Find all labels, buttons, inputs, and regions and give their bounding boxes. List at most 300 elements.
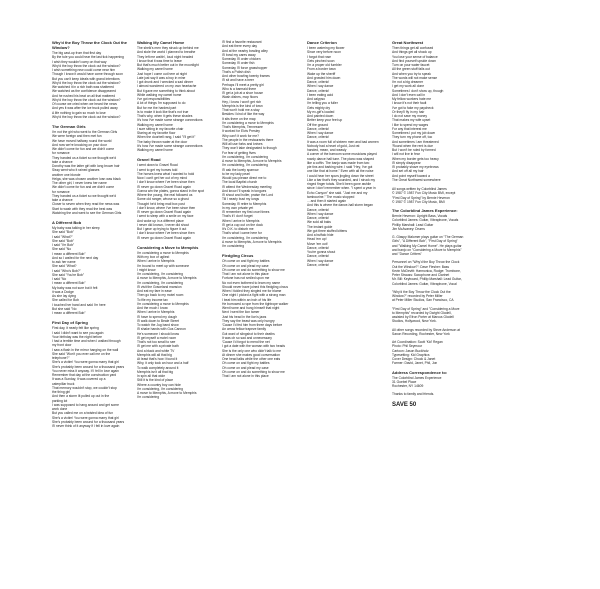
lyric-line: for romance — [52, 151, 70, 156]
lyric-line: When the doorbell rang, I said "I'll get it" — [137, 135, 196, 140]
song-block — [52, 220, 131, 315]
lyric-line: To watch the Jug band show — [137, 323, 179, 327]
credits-heading: The Colorblind James Experience: — [392, 208, 458, 213]
lyric-line: We didn't come for fun and we didn't come — [52, 147, 115, 151]
lyric-line: When my border gets too heavy — [392, 156, 439, 161]
lyric-line: Of course we cried when we heard the news — [52, 102, 117, 106]
lyric-line: Someday I'll order chicken — [222, 57, 261, 61]
lyric-line: It was a Sunday, it was covered up a — [52, 377, 106, 382]
lyric-line: It worked for Elvis Presley — [222, 129, 260, 134]
song-block — [392, 40, 474, 182]
lyric-line: One head talks while the other one eats — [222, 357, 281, 361]
catalog-code: SAVE 50 — [392, 401, 417, 408]
lyric-line: And eat there every day — [222, 44, 258, 49]
lyric-line: I'm considering, I'm considering — [137, 280, 183, 285]
song-block — [307, 40, 386, 267]
lyric-line: I almost wondered on my own heartache — [137, 84, 197, 89]
lyric-line: I wish something new could come near him — [52, 68, 116, 72]
lyric-line: take a chance — [52, 159, 73, 164]
lyric-line: When I say dance — [307, 131, 334, 135]
lyric-line: And yes it was after the ice truck pulled away — [52, 106, 118, 111]
lyric-line: pie tins and barking wire. I said "Hey, I've got — [307, 165, 373, 169]
song-block — [52, 320, 131, 428]
lyric-line: It sits there on the map — [222, 116, 256, 121]
lyric-line: ringed finger totals. She'd been gone awhile — [307, 182, 372, 186]
lyric-line: And set off all my hair — [392, 169, 424, 174]
lyric-line: Fortune has not smiled upon me — [222, 276, 270, 281]
lyric-line: I mean a different Bob" — [52, 251, 86, 256]
lyric-line: Memphis isn't all that big — [137, 369, 173, 374]
credits-paragraph — [392, 392, 474, 396]
lyric-line: One night I picked a fight with a strong man — [222, 293, 286, 298]
lyric-line: Would you please direct me to — [222, 176, 267, 180]
lyric-column — [52, 40, 131, 581]
lyric-line: I mean a different Bob" — [52, 311, 86, 315]
lyric-line: I'll sit and have a beer — [222, 78, 254, 83]
lyric-line: Head 'em up! — [307, 237, 327, 242]
lyric-line: At dinner she makes good conversation — [222, 352, 280, 357]
lyric-line: Better keep your feet up — [307, 118, 343, 123]
lyric-line: Wash dishes, mop floors — [222, 95, 258, 100]
lyric-line: I'll get me with a private bath — [137, 344, 179, 349]
lyric-line: Since very before noon — [307, 50, 341, 55]
credits-line: Phillip Marshall: Lead Guitar — [392, 222, 434, 227]
lyric-line: It was a room full of sixteen men and bad women — [307, 139, 379, 144]
lyric-line: Why, it only took an hour and a half — [137, 361, 189, 366]
song-title: Dance Criterion — [307, 40, 337, 45]
song-block — [137, 40, 216, 152]
lyric-line: My fellow workers hate me — [392, 97, 432, 101]
lyric-line: They say the beast was only hungry — [222, 318, 275, 323]
lyric-line: one like that at home." Even with all the noise — [307, 169, 374, 174]
lyric-line: But it gave me something to think about — [137, 88, 195, 93]
lyric-line: Why'd the boy throw the clock out the window? — [52, 63, 121, 68]
lyric-line: She's probably been around for a thousand years — [52, 419, 125, 424]
lyric-line: I went to sleep with a smile on my face — [137, 214, 194, 219]
lyric-line: And point myself toward a — [392, 173, 430, 178]
lyric-line: A lot of things I'm supposed to do — [137, 101, 186, 106]
lyric-line: And things get all shook up — [392, 50, 432, 55]
credits-line: All songs written by Colorblind James — [392, 187, 447, 191]
lyric-line: Till I nearly bust my lungs — [222, 197, 260, 202]
lyric-line: I'll find a favorite restaurant — [222, 40, 262, 44]
lyric-line: Dance, criterio! — [307, 126, 330, 131]
lyric-line: In spin all that wide — [137, 374, 166, 378]
lyric-line: At least that's how I found it — [137, 357, 178, 361]
lyric-line: Dance, criterio! — [307, 207, 330, 212]
lyric-line: They handed us a ticket so we thought we'd — [52, 193, 117, 198]
credits-line: and "Walking My Camel Home". He plays guitar — [392, 243, 462, 248]
lyric-line: I don't know where I've been since then — [137, 180, 195, 185]
lyric-line: I'll never go down Gravel Road again — [137, 235, 191, 240]
lyric-line: We were foreign and then met fun — [52, 134, 102, 139]
lyric-line: I know that it was time to leave — [137, 58, 182, 63]
lyric-line: She said "You're Bob" — [52, 272, 84, 277]
lyric-line: And I don't even call in — [392, 92, 426, 97]
lyric-line: I'm considering, I'm considering — [222, 154, 268, 159]
lyric-line: I never did known, I never did shout — [137, 222, 190, 227]
lyric-line: That's a Polish dish — [222, 69, 251, 74]
song-title: Walking My Camel Home — [137, 40, 185, 45]
lyric-line: I said "No — [52, 277, 67, 281]
lyric-line: Why can't it work for me? — [222, 133, 259, 138]
lyric-line: For fear of getting fives — [222, 150, 256, 155]
lyric-column — [307, 40, 386, 581]
lyric-line: Walking my camel home — [137, 122, 173, 127]
song-block — [52, 40, 131, 119]
lyric-line: I'm considering — [222, 244, 245, 248]
lyric-line: The other girl, I never knew her name — [52, 181, 107, 185]
lyric-line: The big cast-up from that first day — [52, 51, 102, 55]
lyric-line: since I don't remember when. "I spent a year in — [307, 186, 376, 191]
lyric-line: Like a bar that's they sounded, and I struck my — [307, 177, 376, 182]
lyric-column — [137, 40, 216, 581]
song-block — [222, 40, 301, 248]
lyric-line: Late just say it was a boy in mine — [137, 75, 186, 80]
lyric-line: I'm not the girl who went to the German Girls — [52, 130, 118, 134]
lyric-line: Should never have joined this fledgling circus — [222, 284, 288, 289]
lyric-line: The words will not make sense — [392, 75, 438, 80]
credits-line: Cover Design: Chuck & Janet — [392, 357, 436, 361]
lyric-line: I wish they wouldn't carry on that way — [52, 59, 107, 64]
lyric-line: She's probably been around for a thousand years — [52, 364, 125, 369]
credits-line: Rochester, NY 14609 — [392, 384, 424, 388]
lyric-line: Gets pinched soon — [307, 58, 335, 63]
lyric-line: To file my income tax — [137, 297, 168, 302]
lyric-line: The baby thrown water at the door — [137, 139, 188, 144]
lyric-line: To walk completely around it — [137, 365, 179, 370]
lyric-line: for romance — [52, 189, 70, 194]
lyric-line: I'm telling you a fuller — [307, 101, 338, 106]
lyric-line: Why'd the boy throw the clock out the window? — [52, 97, 121, 102]
lyric-line: And find yourself upside down — [392, 58, 436, 63]
lyric-line: I'm not a big dreamer — [392, 80, 424, 84]
credits-line: "First Day of Spring" and "Considering a Move — [392, 306, 460, 311]
credits-line: Bernie Heveron: Upright Bass, Vocals — [392, 214, 448, 218]
lyric-line: Helga, she was chosen another Ivan was black — [52, 176, 121, 181]
song-block — [137, 245, 216, 400]
lyric-line: I'm considering, I'm considering — [137, 386, 183, 391]
song-title: Considering a Move to Memphis — [137, 244, 199, 250]
lyric-line: They won't take designated to though — [222, 146, 277, 151]
lyric-line: We sold all baks — [307, 220, 331, 225]
lyric-line: parking lot — [52, 398, 68, 403]
lyric-line: And know I'll speak in tongues — [222, 188, 267, 193]
lyric-line: I beat him within an inch of his life — [222, 297, 272, 302]
lyric-line: Just hope I come out here at night — [137, 71, 187, 76]
lyric-line: When I arrive in Memphis — [137, 310, 175, 315]
lyric-line: I forgot that rose — [307, 54, 332, 59]
lyric-line: another one blonde — [52, 172, 81, 177]
lyric-line: That's what I came here for — [222, 231, 262, 236]
lyric-line: The local Baptist church — [222, 180, 258, 185]
lyric-line: I'll never go down Gravel Road again — [137, 184, 191, 189]
credits-line: The Colorblind James Experience — [392, 375, 442, 380]
lyric-line: I sure sitting in my favorite chair — [137, 126, 184, 131]
lyric-line: And other bowling twenty frames — [222, 74, 270, 78]
lyric-line: All the green stuff falls out — [392, 67, 430, 72]
lyric-line: I've got to fake my paycheck — [392, 105, 434, 110]
lyric-line: tambourine." The music stopped — [307, 194, 355, 199]
lyric-line: When I say dance — [307, 84, 334, 89]
lyric-line: my front door — [52, 343, 72, 348]
lyric-line: Got word of slingshot to their deaths — [222, 331, 275, 336]
lyric-line: That I am not alone in this place — [222, 272, 269, 276]
lyric-line: We have moved halfway round the world — [52, 138, 112, 143]
lyric-line: to ask her name — [52, 260, 76, 264]
lyric-line: Who is a barmaid there — [222, 86, 257, 91]
lyric-line: Walking my camel home — [137, 67, 173, 72]
lyric-line: A life nothing to gain so much to lose — [52, 110, 106, 115]
lyric-line: Will all use forks and knives — [222, 142, 263, 146]
lyric-line: For any that interest me — [392, 126, 427, 131]
lyric-line: Oh come on and do something to show me — [222, 369, 285, 374]
lyric-line: Oh come on and fight my battles — [222, 361, 270, 366]
lyric-line: Dance, criterio! — [307, 216, 330, 220]
lyric-line: I mean a different Bob" — [52, 281, 86, 286]
lyric-line: Besides I kind of like the way — [222, 112, 265, 117]
lyric-line: handed, mean, and weasly — [307, 148, 347, 152]
lyric-line: I'm considering, I'm considering — [222, 163, 268, 168]
credits-line: Mr. Bill: Keyboard, Phillip Marshall: Lead Guitar, — [392, 277, 462, 282]
lyric-line: It was oh so sad and unnecessary — [222, 335, 272, 340]
lyric-line: Remember that day at the construction yard — [52, 373, 117, 377]
credits-line: Kevin McDevitt: Harmonica, Rodge: Trombone, — [392, 268, 461, 273]
lyric-line: Gonna win the plates, gonna stand in the spot — [137, 188, 205, 193]
lyric-line: Though I know it would have come through soon — [52, 72, 123, 77]
lyric-line: But I won't be ruled by formed — [392, 148, 436, 152]
lyric-line: That won't hold me a stay — [222, 108, 260, 112]
lyric-line: Next I went the lion tamer — [222, 310, 260, 315]
lyric-line: And then a storm lit pulled up out in the — [52, 394, 110, 399]
lyric-line: And a black and white TV — [137, 348, 175, 353]
lyric-line: By the tule you could hear the last tick happening — [52, 55, 124, 60]
lyric-line: And stole the world I planned to breathe — [137, 50, 196, 55]
lyric-line: She said "No — [52, 247, 72, 252]
lyric-line: That's Memphis, Tennessee — [222, 125, 263, 129]
lyric-line: I'll probably shave my eyebrows — [392, 165, 439, 169]
lyric-line: Dance, criterio! — [307, 262, 330, 267]
credits-line: Colorblind James: Guitar, Vibraphone, Vocal — [392, 281, 457, 286]
lyric-line: take a chance — [52, 198, 73, 202]
lyric-line: Went home and hung himself that night — [222, 306, 280, 310]
lyric-line: When I tickled they singled me for blame — [222, 289, 282, 293]
lyric-line: I'll have to spend my dough — [137, 314, 178, 319]
lyric-line: Someday I'll order fish — [222, 61, 255, 66]
lyric-line: I'll get myself a motel room — [137, 335, 177, 340]
lyric-line: That memory wouldn't stop, we couldn't stop — [52, 385, 117, 390]
lyric-line: Watching the and went to see the German Girls — [52, 210, 122, 215]
credits-paragraph — [392, 307, 474, 324]
credits-line: Cartoon: Jason Buckholz — [392, 348, 429, 353]
lyric-line: the thing girl — [52, 390, 70, 394]
lyric-line: I touched her hand and said I'm here — [52, 302, 106, 307]
lyric-line: He's someone I should know — [137, 331, 180, 336]
lyric-line: I've got responsibilities — [137, 97, 171, 101]
lyric-line: Why'd the boy throw the clock out the window? — [52, 80, 121, 85]
song-title: Fledgling Circus — [222, 253, 254, 259]
credits-line: "Why'd the Boy Throw the Clock Out the — [392, 289, 451, 294]
lyric-line: Perhaps I'll meet a pretty girl — [222, 82, 264, 87]
lyric-line: He borrowed a rope from the tightrope walker — [222, 301, 289, 306]
lyric-line: I like to spend my wages — [392, 122, 429, 127]
lyric-line: I'll get a job at a shoe house — [222, 91, 263, 95]
lyric-line: I had a terrible time and when I walked through — [52, 339, 121, 343]
lyric-line: As she lay dying — [52, 294, 77, 298]
credits-line: Jim McAvaney: Drums — [392, 226, 425, 231]
lyric-line: I said "I'm Bob" — [52, 243, 75, 247]
lyric-line: Off the ground — [307, 122, 329, 127]
song-title: Why'd the Boy Throw the Clock Out the Window? — [52, 40, 127, 50]
lyric-line: Your birthday was the night before — [52, 334, 102, 339]
lyric-line: She called for Bob — [52, 298, 79, 303]
lyric-line: to be my lady pearl — [222, 171, 250, 176]
lyric-line: I'll ask the lovely sparrow — [222, 167, 259, 172]
lyric-line: She said "Bob" — [52, 238, 74, 243]
lyric-line: Just his head in the lion's jaws — [222, 314, 267, 319]
lyric-line: I'll never think of it anyway if I fell in love again — [52, 424, 120, 428]
lyric-line: That makes my wife upset — [392, 118, 431, 123]
lyric-line: Dorothy was the latter girl with long brown hair — [52, 164, 120, 168]
lyric-line: Oh come on and fight my battles — [222, 259, 270, 264]
lyric-line: My baby was talking in her sleep — [52, 226, 100, 230]
lyric-line: Walking my camel home — [137, 148, 173, 152]
lyric-line: Turn on your water faucet — [392, 63, 430, 67]
lyric-line: Move 'em out! — [307, 241, 328, 246]
lyric-line: A corner of the barroom some musicians played — [307, 152, 377, 157]
song-title: First Day of Spring — [52, 320, 88, 326]
lyric-line: The sheik's men they struck up behind me — [137, 46, 199, 50]
lyric-line: I don't know where I've been since then — [137, 231, 195, 236]
lyric-line: That's not too small to see — [137, 340, 176, 344]
lyric-line: work done — [52, 407, 68, 411]
lyric-line: In my own private yet — [222, 205, 254, 210]
lyric-line: And so I waited for the next day — [52, 255, 99, 260]
credits-line: Girls", "A Different Bob", "First Day of Spring" — [392, 239, 458, 244]
lyric-line: Now I can't get her out of my mind — [137, 176, 187, 180]
credits-line: Peter Strauss: Saxophone and Clarinet — [392, 273, 450, 277]
lyric-line: I'll remember my first cruel times — [222, 210, 270, 214]
credits-line: All other songs recorded by Steve Anderson at — [392, 327, 460, 332]
lyric-line: A move to Memphis, A move to Memphis — [137, 391, 197, 395]
lyric-line: And woke up in a different place — [137, 218, 184, 223]
lyric-line: A move to Memphis, A move to Memphis — [222, 159, 282, 163]
lyric-line: Dance, criterio! — [307, 88, 330, 93]
credits-line: Window?" recorded by Peter Miller — [392, 294, 443, 298]
lyric-line: The instant guide — [307, 224, 333, 229]
lyric-line: I'll bowl my cares away — [222, 52, 256, 57]
credits-heading: Address Correspondence to: — [392, 369, 448, 375]
lyric-line: Where the young, the real followed us — [137, 193, 193, 197]
lyric-line: But that's much better out in the moonlight — [137, 63, 199, 67]
credits-line: at Peter Miller Studios, San Francisco, CA — [392, 298, 454, 303]
lyric-line: Memphis will all that big — [137, 352, 172, 357]
lyric-line: She said "What? — [52, 264, 77, 269]
lyric-line: It's how I've made some strange connections — [137, 118, 203, 123]
credits-line: 31 Goebel Place — [392, 379, 417, 384]
lyric-line: I was supposed to hang around and get some — [52, 402, 119, 407]
lyric-line: But I gave up trying to figure it out — [137, 227, 187, 231]
song-title: The German Girls — [52, 124, 86, 129]
lyric-line: I'll attend the Wednesday meeting — [222, 184, 272, 189]
credits-paragraph — [392, 370, 474, 389]
lyric-line: And at the nearby bowling alley — [222, 48, 268, 53]
credits-line: Thanks to family and friends. — [392, 392, 435, 397]
lyric-line: I said I didn't want to see you again — [52, 330, 104, 335]
lyric-line: Dance, criterio! — [307, 80, 330, 84]
credits-line: © 1987 © 1987 Fun City Music, BMI — [392, 199, 445, 204]
lyric-line: It's how I've made some strange connections — [137, 143, 203, 148]
lyric-line: Wake up the sheriff — [307, 71, 336, 76]
lyric-line: We watched as the confidence disappeared — [52, 89, 116, 94]
lyric-column — [222, 40, 301, 581]
credits-line: Colorblind James: Guitar, Vibraphone, Vocals — [392, 218, 459, 223]
lyric-line: We didn't come for fun and we didn't come — [52, 185, 115, 190]
lyric-line: And growled him down — [307, 75, 341, 80]
credits-line: assisted by Efron Porter at Marcus Glodell — [392, 315, 454, 319]
lyric-line: I'm considering a move to Memphis — [137, 301, 189, 306]
lyric-line: And a buffalo hide — [307, 233, 334, 237]
lyric-line: I'll walk down to Beale Street — [137, 318, 180, 323]
lyric-column — [392, 40, 474, 581]
lyric-line: Dance, criterio! — [307, 135, 330, 140]
lyric-line: You lose your sense of balance — [392, 54, 438, 59]
credits-paragraph — [392, 235, 474, 256]
lyric-line: I'm considering, I'm considering — [222, 235, 268, 240]
lyric-line: While walking my camel home — [137, 92, 182, 97]
lyric-line: That's why, when it gets these shades — [137, 114, 193, 118]
lyric-line: Someday I'll retire to Memphis — [222, 201, 267, 206]
lyric-line: 'Cause I'd forgot to mend the net — [222, 340, 270, 344]
lyric-line: And now we're knocking on your door — [52, 142, 107, 147]
lyric-line: And the much I know — [137, 306, 168, 310]
lyric-line: Gets mighty dry — [307, 105, 331, 110]
lyric-line: Oh come on and do something to show me — [222, 267, 285, 272]
lyric-line: I don't know, where I've been since then — [137, 205, 196, 210]
lyric-line: Echo Canyon" she said. "Just me and my — [307, 190, 368, 195]
lyric-line: Then things get all confused — [392, 46, 434, 50]
lyric-line: When I arrive in Memphis — [137, 259, 175, 264]
lyric-line: Closer to seven when they read the news was — [52, 202, 120, 207]
lyric-line: That I am not alone in this place — [222, 374, 269, 378]
lyric-line: Nobody had a heart of gold, Just rat — [307, 143, 360, 148]
lyric-line: I'm considering, I'm considering — [137, 272, 183, 276]
credits-line: "First Day of Spring" by Bernie Heveron — [392, 195, 450, 200]
lyric-line: But for me the hardest part — [137, 105, 177, 110]
lyric-line: telephone?" — [52, 356, 70, 360]
lyric-line: Someday I'll force grasshopper — [222, 65, 268, 70]
lyric-line: But you can't keep ideals with grand intentions — [52, 76, 120, 81]
lyric-line: The Great Northwest somewhere — [392, 177, 441, 182]
lyric-line: They left me waitin', loud night headed — [137, 54, 194, 59]
lyric-line: Hey, I know I won't get rich — [222, 99, 262, 104]
song-block — [52, 124, 131, 215]
lyric-line: I said "Who's Bob?" — [52, 268, 81, 273]
lyric-line: When I say dance — [307, 211, 334, 216]
lyric-line: A move to Memphis, A move to Memphis — [137, 276, 197, 281]
credits-line: Typesetting: Kid Graphics — [392, 352, 430, 357]
lyric-line: No not even bothered to learn my name — [222, 280, 281, 285]
lyric-line: Where a country boy can hide — [137, 382, 181, 387]
lyric-line: She said "Bob" — [52, 230, 74, 235]
lyric-line: I do not save my money — [392, 114, 428, 118]
lyric-line: With my box of ugliest — [137, 255, 170, 259]
lyric-line: A move to Memphis, A move to Memphis — [222, 239, 282, 244]
lyric-line: You're gonna shout — [307, 250, 336, 254]
lyric-line: She's a victim! You were gonna marry that girl — [52, 415, 119, 420]
lyric-line: I might know — [137, 267, 156, 272]
lyric-line: I get my work all done — [392, 84, 425, 89]
